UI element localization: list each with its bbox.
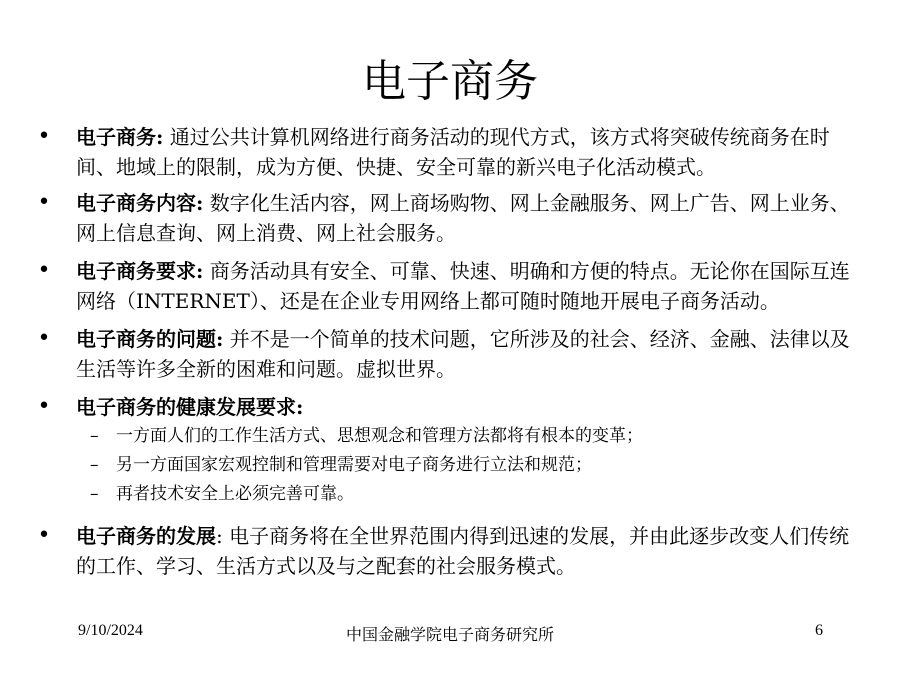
bullet-text: 并不是一个简单的技术问题，它所涉及的社会、经济、金融、法律以及生活等许多全新的困难和问题。虚拟世界。	[76, 327, 850, 381]
bullet-heading: 电子商务内容:	[76, 191, 204, 215]
sub-bullet-dash: –	[90, 426, 99, 446]
bullet-dot: •	[37, 258, 51, 283]
bullet-text: : 电子商务将在全世界范围内得到迅速的发展，并由此逐步改变人们传统的工作、学习、生活方式以及与之配套的社会服务模式。	[76, 524, 850, 578]
sub-bullet-item	[36, 422, 866, 451]
bullet-heading: 电子商务:	[76, 125, 164, 149]
sub-bullet-dash: –	[90, 455, 99, 475]
bullet-dot: •	[37, 394, 51, 419]
bullet-dot: •	[37, 124, 51, 149]
sub-bullet-dash: –	[90, 484, 99, 504]
bullet-item	[36, 392, 866, 422]
bullet-item	[36, 256, 866, 316]
sub-bullet-text: 再者技术安全上必须完善可靠。	[116, 484, 354, 504]
footer-page-number: 6	[815, 622, 823, 639]
bullet-item	[36, 122, 866, 182]
sub-bullet-item	[36, 480, 866, 509]
sub-bullet-text: 另一方面国家宏观控制和管理需要对电子商务进行立法和规范；	[116, 455, 592, 475]
bullet-heading: 电子商务的问题:	[76, 327, 224, 351]
bullet-dot: •	[37, 190, 51, 215]
bullet-dot: •	[37, 523, 51, 548]
footer-date: 9/10/2024	[78, 622, 143, 639]
sub-bullet-item	[36, 451, 866, 480]
bullet-list	[36, 122, 866, 581]
footer-organization: 中国金融学院电子商务研究所	[345, 627, 554, 644]
bullet-heading: 电子商务的健康发展要求:	[76, 395, 304, 419]
bullet-item	[36, 521, 866, 581]
bullet-text: 商务活动具有安全、可靠、快速、明确和方便的特点。无论你在国际互连网络（INTERNET）、还是在企业专用网络上都可随时随地开展电子商务活动。	[76, 259, 850, 313]
bullet-heading: 电子商务要求:	[76, 259, 204, 283]
slide-title: 电子商务	[362, 56, 538, 107]
bullet-text: 数字化生活内容，网上商场购物、网上金融服务、网上广告、网上业务、网上信息查询、网上消费、网上社会服务。	[76, 191, 850, 245]
bullet-item	[36, 324, 866, 384]
bullet-heading: 电子商务的发展	[76, 524, 216, 548]
bullet-text: 通过公共计算机网络进行商务活动的现代方式，该方式将突破传统商务在时间、地域上的限制，成为方便、快捷、安全可靠的新兴电子化活动模式。	[76, 125, 830, 179]
bullet-item	[36, 188, 866, 248]
bullet-dot: •	[37, 326, 51, 351]
sub-bullet-text: 一方面人们的工作生活方式、思想观念和管理方法都将有根本的变革；	[116, 426, 643, 446]
